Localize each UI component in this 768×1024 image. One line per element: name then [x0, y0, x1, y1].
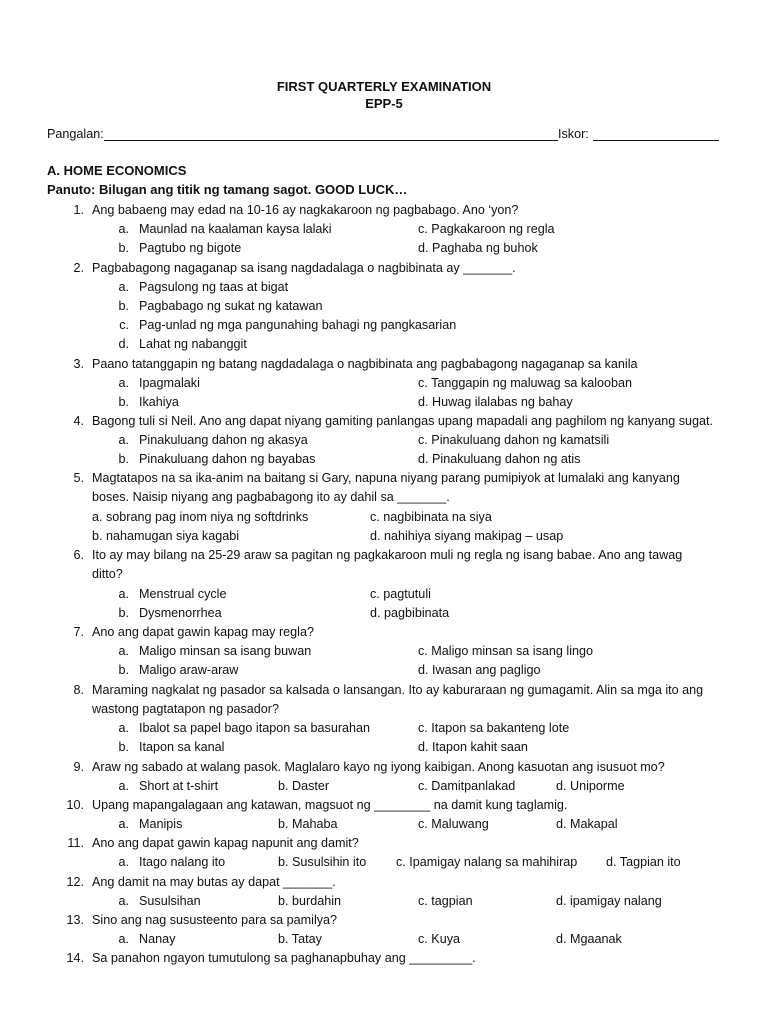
answer-choice[interactable] [370, 508, 492, 526]
question-row [0, 681, 768, 699]
choice-text: d. Itapon kahit saan [418, 740, 528, 754]
choice-row [0, 374, 768, 392]
answer-choice[interactable] [418, 220, 555, 238]
choice-row [0, 278, 768, 296]
choice-letter: a. [118, 779, 129, 793]
question-text: Sino ang nag sususteento para sa pamilya? [92, 913, 338, 927]
answer-choice[interactable] [370, 585, 431, 603]
choice-text: Ikahiya [139, 395, 179, 409]
choice-row [0, 853, 768, 871]
choice-text: c. Maligo minsan sa isang lingo [418, 644, 594, 658]
choice-row [0, 777, 768, 795]
question-number: 10. [66, 798, 84, 812]
answer-choice[interactable] [556, 892, 662, 910]
choice-row [0, 738, 768, 756]
question-text: Sa panahon ngayon tumutulong sa paghanapbuhay ang _________. [92, 951, 476, 965]
choice-letter: b. [118, 395, 129, 409]
choice-text: a. sobrang pag inom niya ng softdrinks [92, 510, 309, 524]
question-row [0, 623, 768, 641]
question-row [0, 873, 768, 891]
question-number: 4. [73, 414, 84, 428]
choice-text: b. Tatay [278, 932, 322, 946]
answer-choice[interactable] [418, 374, 632, 392]
question-number: 14. [66, 951, 84, 965]
choice-text: Itapon sa kanal [139, 740, 225, 754]
question-row [0, 834, 768, 852]
question-row [0, 201, 768, 219]
choice-text: c. Kuya [418, 932, 460, 946]
answer-choice[interactable] [418, 777, 515, 795]
choice-text: Ipagmalaki [139, 376, 200, 390]
choice-row [0, 220, 768, 238]
choice-text: b. burdahin [278, 894, 342, 908]
choice-text: c. nagbibinata na siya [370, 510, 492, 524]
name-blank [104, 140, 558, 141]
answer-choice[interactable] [418, 431, 609, 449]
choice-letter: a. [118, 894, 129, 908]
question-row [0, 796, 768, 814]
answer-choice[interactable] [370, 527, 563, 545]
answer-choice[interactable] [418, 239, 538, 257]
instructions: Panuto: Bilugan ang titik ng tamang sagot. GOOD LUCK… [47, 182, 408, 197]
answer-choice[interactable] [556, 777, 625, 795]
choice-letter: c. [119, 318, 129, 332]
question-row [0, 355, 768, 373]
question-text: Pagbabagong nagaganap sa isang nagdadalaga o nagbibinata ay _______. [92, 261, 516, 275]
choice-text: c. Itapon sa bakanteng lote [418, 721, 570, 735]
choice-letter: a. [118, 222, 129, 236]
choice-text: Pagsulong ng taas at bigat [139, 280, 289, 294]
choice-row [0, 431, 768, 449]
question-row [0, 412, 768, 430]
choice-letter: a. [118, 932, 129, 946]
choice-row [0, 642, 768, 660]
section-title: A. HOME ECONOMICS [47, 163, 187, 178]
answer-choice[interactable] [396, 853, 577, 871]
answer-choice[interactable] [418, 393, 573, 411]
choice-text: Pag-unlad ng mga pangunahing bahagi ng pangkasarian [139, 318, 457, 332]
choice-text: c. Tanggapin ng maluwag sa kalooban [418, 376, 633, 390]
question-number: 11. [67, 836, 84, 850]
choice-text: d. ipamigay nalang [556, 894, 662, 908]
score-blank [593, 140, 719, 141]
answer-choice[interactable] [278, 853, 366, 871]
choice-text: Manipis [139, 817, 183, 831]
question-row [0, 259, 768, 277]
choice-text: d. Pinakuluang dahon ng atis [418, 452, 581, 466]
choice-row [0, 450, 768, 468]
choice-text: Pinakuluang dahon ng akasya [139, 433, 308, 447]
answer-choice[interactable] [556, 815, 618, 833]
choice-text: Ibalot sa papel bago itapon sa basurahan [139, 721, 371, 735]
question-row [0, 546, 768, 564]
choice-text: d. Huwag ilalabas ng bahay [418, 395, 573, 409]
answer-choice[interactable] [370, 604, 449, 622]
choice-letter: b. [118, 663, 129, 677]
choice-letter: a. [118, 376, 129, 390]
question-text: Araw ng sabado at walang pasok. Maglalaro kayo ng iyong kaibigan. Anong kasuotan ang isusuot mo? [92, 760, 665, 774]
answer-choice[interactable] [418, 719, 569, 737]
choice-text: Pagbabago ng sukat ng katawan [139, 299, 323, 313]
question-number: 8. [73, 683, 84, 697]
choice-row [0, 239, 768, 257]
answer-choice[interactable] [556, 930, 622, 948]
choice-letter: a. [118, 644, 129, 658]
choice-text: d. pagbibinata [370, 606, 450, 620]
choice-text: d. nahihiya siyang makipag – usap [370, 529, 564, 543]
question-text: Maraming nagkalat ng pasador sa kalsada o lansangan. Ito ay kaburaraan ng gumagamit. Alin sa mga ito ang [92, 683, 704, 697]
answer-choice[interactable] [418, 642, 593, 660]
question-number: 6. [73, 548, 84, 562]
answer-choice[interactable] [418, 930, 460, 948]
choice-text: c. pagtutuli [370, 587, 431, 601]
question-text: Bagong tuli si Neil. Ano ang dapat niyang gamiting panlangas upang mapadali ang paghilom ng kanyang sugat. [92, 414, 714, 428]
choice-text: c. Pinakuluang dahon ng kamatsili [418, 433, 610, 447]
choice-row [0, 815, 768, 833]
choice-row [0, 316, 768, 334]
answer-choice[interactable] [278, 777, 329, 795]
choice-text: Nanay [139, 932, 176, 946]
choice-text: Menstrual cycle [139, 587, 227, 601]
answer-choice[interactable] [418, 450, 580, 468]
choice-letter: b. [118, 452, 129, 466]
question-text: Upang mapangalagaan ang katawan, magsuot ng ________ na damit kung taglamig. [92, 798, 568, 812]
choice-text: Pagtubo ng bigote [139, 241, 242, 255]
choice-text: Lahat ng nabanggit [139, 337, 247, 351]
question-number: 13. [66, 913, 84, 927]
choice-text: Pinakuluang dahon ng bayabas [139, 452, 316, 466]
question-row [0, 911, 768, 929]
question-row [0, 488, 768, 506]
question-number: 2. [73, 261, 84, 275]
name-label: Pangalan: [47, 127, 104, 141]
answer-choice[interactable] [418, 661, 541, 679]
answer-choice[interactable] [418, 892, 473, 910]
question-number: 9. [73, 760, 84, 774]
answer-choice[interactable] [92, 508, 308, 526]
answer-choice[interactable] [418, 815, 489, 833]
question-row [0, 565, 768, 583]
question-number: 1. [73, 203, 84, 217]
choice-text: Short at t-shirt [139, 779, 219, 793]
question-text: Ang babaeng may edad na 10-16 ay nagkakaroon ng pagbabago. Ano ‘yon? [92, 203, 519, 217]
choice-text: d. Iwasan ang pagligo [418, 663, 541, 677]
question-number: 12. [66, 875, 84, 889]
choice-letter: b. [118, 299, 129, 313]
choice-row [0, 527, 768, 545]
choice-letter: b. [118, 606, 129, 620]
choice-text: b. Susulsihin ito [278, 855, 367, 869]
choice-text: d. Uniporme [556, 779, 625, 793]
question-row [0, 469, 768, 487]
answer-choice[interactable] [278, 815, 338, 833]
question-row [0, 949, 768, 967]
choice-row [0, 661, 768, 679]
question-number: 5. [73, 471, 84, 485]
choice-text: d. Mgaanak [556, 932, 622, 946]
choice-text: Susulsihan [139, 894, 201, 908]
question-text: Magtatapos na sa ika-anim na baitang si Gary, napuna niyang parang pumipiyok at lumalaki ang kanyang [92, 471, 680, 485]
choice-row [0, 393, 768, 411]
answer-choice[interactable] [92, 527, 239, 545]
score-label: Iskor: [558, 127, 589, 141]
choice-row [0, 297, 768, 315]
choice-row [0, 585, 768, 603]
question-text: Ang damit na may butas ay dapat _______. [92, 875, 336, 889]
choice-row [0, 335, 768, 353]
answer-choice[interactable] [606, 853, 681, 871]
choice-letter: a. [118, 817, 129, 831]
choice-letter: a. [118, 721, 129, 735]
choice-letter: a. [118, 855, 129, 869]
choice-text: d. Paghaba ng buhok [418, 241, 538, 255]
choice-letter: d. [118, 337, 129, 351]
student-info-line [47, 127, 727, 145]
exam-subject: EPP-5 [365, 96, 403, 111]
choice-letter: b. [118, 241, 129, 255]
choice-text: d. Tagpian ito [606, 855, 681, 869]
exam-title: FIRST QUARTERLY EXAMINATION [276, 79, 492, 94]
answer-choice[interactable] [418, 738, 528, 756]
choice-letter: a. [118, 587, 129, 601]
question-text: ditto? [92, 567, 123, 581]
choice-text: c. Maluwang [418, 817, 489, 831]
choice-text: Itago nalang ito [139, 855, 226, 869]
choice-row [0, 719, 768, 737]
choice-text: c. Damitpanlakad [418, 779, 516, 793]
choice-text: Dysmenorrhea [139, 606, 222, 620]
question-number: 7. [73, 625, 84, 639]
choice-text: c. tagpian [418, 894, 473, 908]
choice-row [0, 930, 768, 948]
choice-text: Maligo araw-araw [139, 663, 239, 677]
question-row [0, 700, 768, 718]
question-row [0, 758, 768, 776]
choice-row [0, 508, 768, 526]
choice-text: b. nahamugan siya kagabi [92, 529, 240, 543]
question-number: 3. [73, 357, 84, 371]
question-text: wastong pagtatapon ng pasador? [92, 702, 279, 716]
choice-row [0, 892, 768, 910]
answer-choice[interactable] [278, 930, 322, 948]
question-text: boses. Naisip niyang ang pagbabagong ito ay dahil sa _______. [92, 490, 450, 504]
choice-letter: a. [118, 280, 129, 294]
choice-text: b. Daster [278, 779, 330, 793]
answer-choice[interactable] [278, 892, 341, 910]
question-text: Ano ang dapat gawin kapag napunit ang damit? [92, 836, 359, 850]
question-text: Ito ay may bilang na 25-29 araw sa pagitan ng pagkakaroon muli ng regla ng isang babae. Ano ang tawag [92, 548, 683, 562]
choice-text: b. Mahaba [278, 817, 338, 831]
choice-text: c. Ipamigay nalang sa mahihirap [396, 855, 578, 869]
choice-text: d. Makapal [556, 817, 618, 831]
choice-row [0, 604, 768, 622]
choice-text: Maligo minsan sa isang buwan [139, 644, 312, 658]
choice-text: c. Pagkakaroon ng regla [418, 222, 555, 236]
choice-letter: b. [118, 740, 129, 754]
question-text: Paano tatanggapin ng batang nagdadalaga o nagbibinata ang pagbabagong nagaganap sa kanila [92, 357, 638, 371]
question-text: Ano ang dapat gawin kapag may regla? [92, 625, 314, 639]
choice-letter: a. [118, 433, 129, 447]
choice-text: Maunlad na kaalaman kaysa lalaki [139, 222, 332, 236]
